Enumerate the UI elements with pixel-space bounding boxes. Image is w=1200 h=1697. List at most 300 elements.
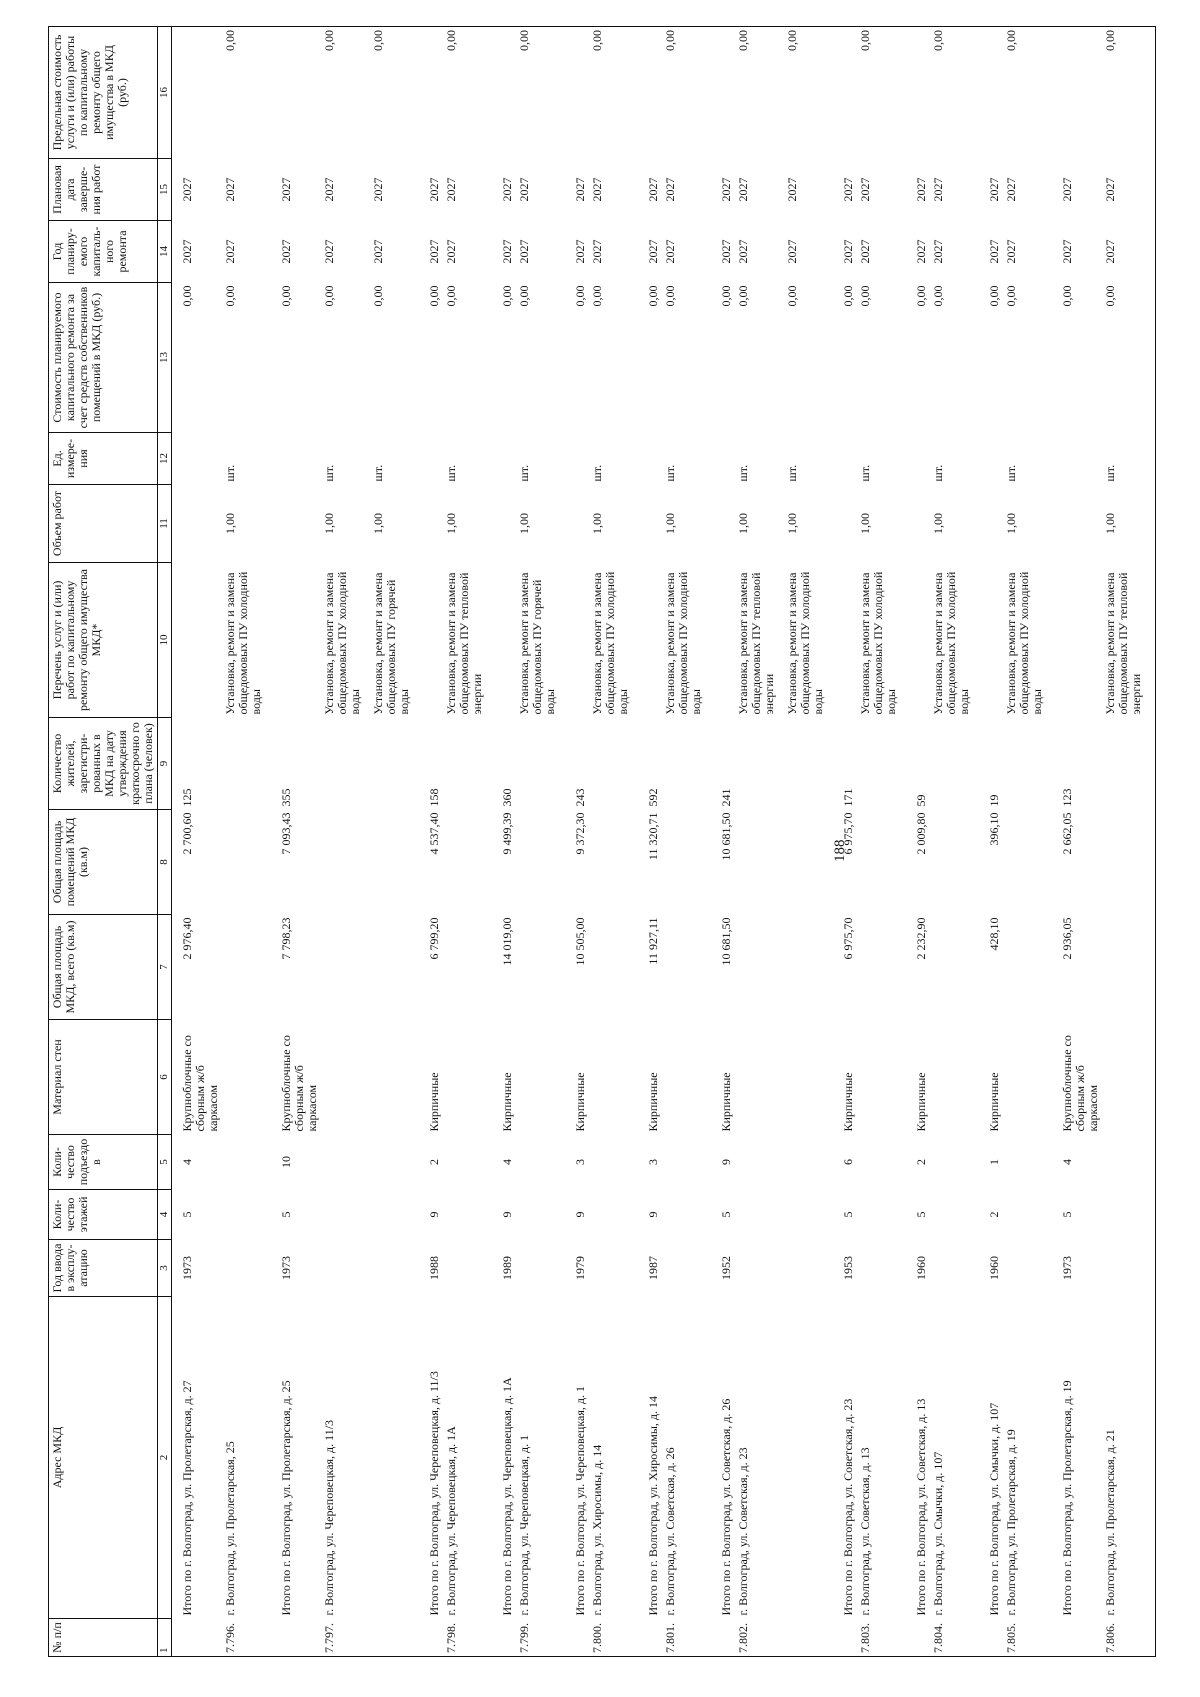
total-row [979,27,1003,1657]
volume-cell [833,485,857,563]
volume-cell: 1,00 [223,513,237,534]
total-row [565,27,589,1657]
plan-year-cell: 2027 [785,239,799,264]
area-total-cell: 2 936,05 [1060,917,1074,960]
volume-cell: 1,00 [590,513,604,534]
work-cell: Установка, ремонт и замена общедомовых ПУ холодной воды [858,571,898,715]
floors-cell [857,1190,906,1240]
work-cell [1052,563,1102,718]
cost-cell: 0,00 [1060,285,1074,307]
header-row [49,27,158,1657]
limit-cell: 0,00 [516,27,565,159]
year-cell [516,1240,565,1297]
floors-cell: 5 [719,1211,733,1218]
cost-cell: 0,00 [719,285,733,307]
address-cell: г. Волгоград, ул. Пролетарская, д. 19 [1004,1429,1018,1616]
year-cell [589,1240,638,1297]
total-row [906,27,930,1657]
end-date-cell: 2027 [223,177,237,202]
work-cell: Установка, ремонт и замена общедомовых ПУ холодной воды [931,571,971,715]
volume-cell: 1,00 [858,513,872,534]
column-header: Материал стен [49,1020,158,1135]
residents-cell [1003,718,1052,810]
entrances-cell: 9 [719,1159,733,1165]
entrances-cell: 1 [987,1159,1001,1165]
row-number: 7.803. [857,1619,906,1657]
area-rooms-cell [321,810,370,915]
entrances-cell: 10 [279,1156,293,1168]
volume-cell [906,485,930,563]
plan-year-cell: 2027 [646,239,660,264]
work-cell [172,563,223,718]
table-row [222,27,271,1657]
entrances-cell [321,1135,370,1190]
entrances-cell [516,1135,565,1190]
address-cell: г. Волгоград, ул. Череповецкая, д. 11/3 [322,1419,336,1616]
entrances-cell: 6 [841,1159,855,1165]
limit-cell: 0,00 [321,27,370,159]
area-rooms-cell: 4 537,40 [427,812,441,855]
row-number: 7.804. [930,1619,979,1657]
end-date-cell: 2027 [590,177,604,202]
address-cell: Итого по г. Волгоград, ул. Советская, д. 13 [914,1398,928,1616]
address-cell: Итого по г. Волгоград, ул. Советская, д. 23 [841,1398,855,1616]
floors-cell [735,1190,784,1240]
column-number: 8 [158,810,172,915]
floors-cell [1003,1190,1052,1240]
column-header: Количество жителей, зарегистри-рованных в МКД на дату утверждения краткосрочно го плана (человек) [49,718,158,810]
limit-cell [906,27,930,159]
walls-cell [321,1020,370,1135]
walls-cell: Крупноблочные со сборным ж/б каркасом [279,1035,319,1132]
residents-cell [735,718,784,810]
table-row [1003,27,1052,1657]
residents-cell [589,718,638,810]
floors-cell: 2 [987,1211,1001,1218]
address-cell: Итого по г. Волгоград, ул. Череповецкая, д. 1 [573,1386,587,1616]
column-number: 15 [158,159,172,221]
unit-cell: шт. [444,464,458,482]
limit-cell: 0,00 [735,27,784,159]
walls-cell [370,1020,419,1135]
limit-cell [638,27,662,159]
column-number: 4 [158,1190,172,1240]
walls-cell [662,1020,711,1135]
plan-year-cell: 2027 [736,239,750,264]
area-rooms-cell [930,810,979,915]
entrances-cell [370,1135,419,1190]
total-row [1052,27,1102,1657]
column-header: Год ввода в эксплу-атацию [49,1240,158,1297]
walls-cell [222,1020,271,1135]
unit-cell [419,433,443,485]
unit-cell [271,433,321,485]
year-cell [735,1240,784,1297]
entrances-cell: 4 [500,1159,514,1165]
walls-cell [735,1020,784,1135]
area-rooms-cell: 7 093,43 [279,812,293,855]
work-cell [711,563,735,718]
total-row [172,27,223,1657]
entrances-cell [930,1135,979,1190]
column-header: Предельная стоимость услуги и (или) работы по капитальному ремонту общего имущества в МКД (руб.) [49,27,158,159]
cost-cell: 0,00 [517,285,531,307]
area-rooms-cell: 2 662,05 [1060,812,1074,855]
entrances-cell [1102,1135,1151,1190]
end-date-cell: 2027 [719,177,733,202]
area-rooms-cell [735,810,784,915]
column-header: Коли-чество этажей [49,1190,158,1240]
year-cell [1102,1240,1151,1297]
end-date-cell: 2027 [931,177,945,202]
walls-cell [930,1020,979,1135]
area-total-cell: 10 681,50 [719,917,733,966]
total-row [711,27,735,1657]
plan-year-cell: 2027 [172,221,223,283]
cost-cell: 0,00 [279,285,293,307]
row-number [784,1619,833,1657]
table-bottom-cell [1151,915,1156,1020]
unit-cell [833,433,857,485]
table-row [516,27,565,1657]
cost-cell: 0,00 [663,285,677,307]
area-total-cell: 6 799,20 [427,917,441,960]
area-total-cell [1102,915,1151,1020]
floors-cell [222,1190,271,1240]
unit-cell: шт. [663,464,677,482]
limit-cell [419,27,443,159]
residents-cell [662,718,711,810]
address-cell: Итого по г. Волгоград, ул. Хиросимы, д. 14 [646,1395,660,1616]
plan-year-cell: 2027 [1060,239,1074,264]
total-row [271,27,321,1657]
total-row [638,27,662,1657]
table-row [784,27,833,1657]
area-rooms-cell [589,810,638,915]
column-header: Общая площадь помещений МКД (кв.м) [49,810,158,915]
unit-cell [492,433,516,485]
area-rooms-cell [1102,810,1151,915]
end-date-cell: 2027 [500,177,514,202]
walls-cell: Крупноблочные со сборным ж/б каркасом [1060,1035,1100,1132]
table-bottom-cell [1151,1240,1156,1297]
limit-cell: 0,00 [662,27,711,159]
column-number: 7 [158,915,172,1020]
residents-cell [370,718,419,810]
residents-cell [516,718,565,810]
unit-cell: шт. [322,464,336,482]
walls-cell [443,1020,492,1135]
walls-cell: Кирпичные [646,1072,660,1132]
cost-cell: 0,00 [931,285,945,307]
volume-cell [419,485,443,563]
residents-cell: 171 [841,788,855,807]
cost-cell: 0,00 [573,285,587,307]
entrances-cell [784,1135,833,1190]
table-bottom-cell [1151,221,1156,283]
area-rooms-cell [222,810,271,915]
year-cell: 1973 [279,1256,293,1280]
year-cell [662,1240,711,1297]
unit-cell: шт. [517,464,531,482]
area-total-cell [1003,915,1052,1020]
column-header: Ед. измере-ния [49,433,158,485]
residents-cell: 59 [914,794,928,807]
plan-year-cell: 2027 [573,239,587,264]
table-bottom-cell [1151,1297,1156,1619]
address-cell: г. Волгоград, ул. Череповецкая, д. 1 [517,1434,531,1616]
cost-cell: 0,00 [841,285,855,307]
volume-cell: 1,00 [1103,513,1117,534]
end-date-cell: 2027 [785,177,799,202]
walls-cell [1003,1020,1052,1135]
volume-cell: 1,00 [517,513,531,534]
plan-year-cell: 2027 [1103,239,1117,264]
residents-cell [222,718,271,810]
limit-cell [833,27,857,159]
walls-cell [1102,1020,1151,1135]
floors-cell [1102,1190,1151,1240]
walls-cell [857,1020,906,1135]
column-header: Объем работ [49,485,158,563]
work-cell [271,563,321,718]
volume-cell: 1,00 [736,513,750,534]
floors-cell: 5 [914,1211,928,1218]
column-number: 6 [158,1020,172,1135]
total-row [492,27,516,1657]
residents-cell: 19 [987,794,1001,807]
end-date-cell: 2027 [987,177,1001,202]
area-total-cell: 2 976,40 [172,915,223,1020]
floors-cell: 9 [573,1211,587,1218]
residents-cell [784,718,833,810]
walls-cell: Крупноблочные со сборным ж/б каркасом [172,1020,223,1135]
address-cell: г. Волгоград, ул. Пролетарская, д. 21 [1103,1429,1117,1616]
row-number [370,1619,419,1657]
volume-cell [172,485,223,563]
unit-cell: шт. [785,464,799,482]
walls-cell [516,1020,565,1135]
area-total-cell [516,915,565,1020]
work-cell [906,563,930,718]
work-cell [833,563,857,718]
column-header: Адрес МКД [49,1297,158,1619]
year-cell [443,1240,492,1297]
unit-cell [172,433,223,485]
limit-cell: 0,00 [784,27,833,159]
entrances-cell [662,1135,711,1190]
area-total-cell [321,915,370,1020]
limit-cell: 0,00 [857,27,906,159]
volume-cell [1052,485,1102,563]
floors-cell: 9 [500,1211,514,1218]
table-bottom-cell [1151,810,1156,915]
unit-cell [906,433,930,485]
address-cell: Итого по г. Волгоград, ул. Череповецкая, д. 11/3 [427,1371,441,1616]
table-bottom-cell [1151,1020,1156,1135]
row-number [711,1619,735,1657]
cost-cell: 0,00 [427,285,441,307]
residents-cell [1102,718,1151,810]
entrances-cell [443,1135,492,1190]
plan-year-cell: 2027 [444,239,458,264]
walls-cell [589,1020,638,1135]
unit-cell: шт. [590,464,604,482]
work-cell: Установка, ремонт и замена общедомовых ПУ холодной воды [663,571,703,715]
residents-cell: 123 [1060,788,1074,807]
table-row [930,27,979,1657]
row-number: 7.798. [443,1619,492,1657]
residents-cell [930,718,979,810]
cost-cell: 0,00 [646,285,660,307]
column-number: 13 [158,283,172,433]
residents-cell: 125 [172,718,223,810]
table-row [321,27,370,1657]
row-number: 7.802. [735,1619,784,1657]
limit-cell [565,27,589,159]
work-cell: Установка, ремонт и замена общедомовых ПУ холодной воды [590,571,630,715]
unit-cell: шт. [223,464,237,482]
row-number: 7.796. [222,1619,271,1657]
area-rooms-cell [516,810,565,915]
limit-cell: 0,00 [1003,27,1052,159]
plan-year-cell: 2027 [663,239,677,264]
residents-cell: 360 [500,788,514,807]
volume-cell: 1,00 [322,513,336,534]
area-total-cell: 428,10 [987,917,1001,951]
table-bottom-cell [1151,27,1156,159]
end-date-cell: 2027 [1004,177,1018,202]
year-cell [857,1240,906,1297]
floors-cell [784,1190,833,1240]
work-cell: Установка, ремонт и замена общедомовых ПУ тепловой энергии [444,572,484,715]
residents-cell: 243 [573,788,587,807]
walls-cell: Кирпичные [427,1072,441,1132]
area-total-cell: 7 798,23 [279,917,293,960]
column-header: Коли-чество подъездов [49,1135,158,1190]
table-bottom-cell [1151,283,1156,433]
table-row [589,27,638,1657]
end-date-cell: 2027 [427,177,441,202]
year-cell [930,1240,979,1297]
address-cell: г. Волгоград, ул. Смычки, д. 107 [931,1451,945,1616]
row-number: 7.806. [1102,1619,1151,1657]
floors-cell [516,1190,565,1240]
plan-year-cell: 2027 [590,239,604,264]
table-row [735,27,784,1657]
walls-cell: Кирпичные [987,1072,1001,1132]
table-bottom-cell [1151,1190,1156,1240]
address-cell: Итого по г. Волгоград, ул. Смычки, д. 107 [987,1402,1001,1616]
unit-cell: шт. [858,464,872,482]
year-cell: 1989 [500,1256,514,1280]
limit-cell: 0,00 [370,27,419,159]
table-bottom-cell [1151,433,1156,485]
work-cell: Установка, ремонт и замена общедомовых ПУ холодной воды [1004,571,1044,715]
plan-year-cell: 2027 [279,239,293,264]
row-number [1052,1619,1102,1657]
end-date-cell: 2027 [663,177,677,202]
limit-cell [711,27,735,159]
year-cell: 1960 [914,1256,928,1280]
total-row [833,27,857,1657]
cost-cell: 0,00 [987,285,1001,307]
row-number: 7.799. [516,1619,565,1657]
end-date-cell: 2027 [517,177,531,202]
year-cell [222,1240,271,1297]
volume-cell [711,485,735,563]
area-rooms-cell: 396,10 [987,812,1001,846]
volume-cell: 1,00 [1004,513,1018,534]
table-bottom [1151,27,1156,1657]
walls-cell: Кирпичные [719,1072,733,1132]
column-number: 1 [158,1619,172,1657]
area-rooms-cell: 2 009,80 [914,812,928,855]
limit-cell [979,27,1003,159]
floors-cell: 5 [172,1190,223,1240]
volume-cell [565,485,589,563]
limit-cell: 0,00 [930,27,979,159]
volume-cell: 1,00 [371,513,385,534]
area-rooms-cell: 11 320,71 [646,812,660,861]
cost-cell: 0,00 [858,285,872,307]
unit-cell [1052,433,1102,485]
area-total-cell [662,915,711,1020]
entrances-cell [735,1135,784,1190]
year-cell [321,1240,370,1297]
unit-cell: шт. [1103,464,1117,482]
floors-cell [443,1190,492,1240]
cost-cell: 0,00 [1004,285,1018,307]
unit-cell: шт. [931,464,945,482]
address-cell: г. Волгоград, ул. Пролетарская, 25 [223,1441,237,1616]
row-number [979,1619,1003,1657]
plan-year-cell: 2027 [858,239,872,264]
work-cell [979,563,1003,718]
floors-cell [662,1190,711,1240]
work-cell: Установка, ремонт и замена общедомовых ПУ холодной воды [223,571,263,715]
column-header: № п/п [49,1619,158,1657]
work-cell [565,563,589,718]
floors-cell: 9 [646,1211,660,1218]
work-cell: Установка, ремонт и замена общедомовых ПУ холодной воды [322,571,362,715]
table-bottom-cell [1151,159,1156,221]
floors-cell [930,1190,979,1240]
entrances-cell: 4 [172,1135,223,1190]
entrances-cell: 3 [646,1159,660,1165]
residents-cell: 355 [279,788,293,807]
year-cell: 1973 [172,1240,223,1297]
cost-cell: 0,00 [785,285,799,307]
unit-cell [711,433,735,485]
volume-cell [492,485,516,563]
cost-cell: 0,00 [223,285,237,307]
walls-cell: Кирпичные [914,1072,928,1132]
column-number: 12 [158,433,172,485]
page-number: 188 [832,839,848,862]
area-rooms-cell: 10 681,50 [719,812,733,861]
column-number: 9 [158,718,172,810]
row-number: 7.805. [1003,1619,1052,1657]
area-total-cell: 2 232,90 [914,917,928,960]
area-rooms-cell [857,810,906,915]
column-number: 14 [158,221,172,283]
year-cell: 1987 [646,1256,660,1280]
floors-cell: 5 [1060,1211,1074,1218]
floors-cell: 9 [427,1211,441,1218]
year-cell [784,1240,833,1297]
area-rooms-cell [784,810,833,915]
